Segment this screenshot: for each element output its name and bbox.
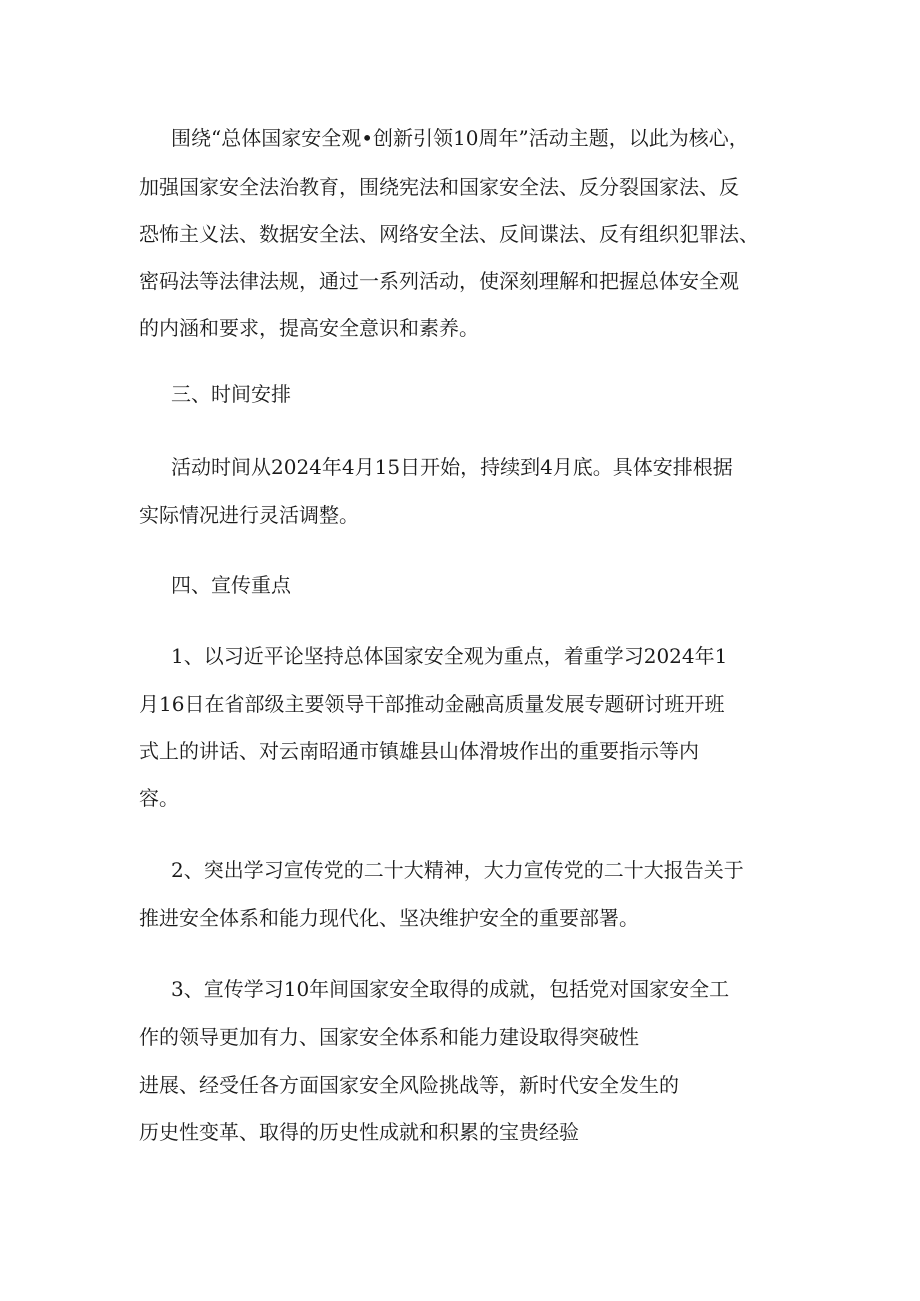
section-heading: 三、时间安排 [171,382,291,406]
text-line: 恐怖主义法、数据安全法、网络安全法、反间谍法、反有组织犯罪法、 [139,222,759,246]
text-line: 作的领导更加有力、国家安全体系和能力建设取得突破性 [139,1025,639,1049]
text-line: 3、宣传学习10年间国家安全取得的成就，包括党对国家安全工 [171,977,730,1001]
text-line: 容。 [139,786,179,810]
text-line: 月16日在省部级主要领导干部推动金融高质量发展专题研讨班开班 [139,692,725,716]
text-line: 式上的讲话、对云南昭通市镇雄县山体滑坡作出的重要指示等内 [139,739,699,763]
text-line: 2、突出学习宣传党的二十大精神，大力宣传党的二十大报告关于 [171,858,744,882]
text-line: 活动时间从2024年4月15日开始，持续到4月底。具体安排根据 [171,455,733,479]
text-line: 加强国家安全法治教育，围绕宪法和国家安全法、反分裂国家法、反 [139,175,739,199]
text-line: 进展、经受任各方面国家安全风险挑战等，新时代安全发生的 [139,1073,679,1097]
text-line: 实际情况进行灵活调整。 [139,503,359,527]
text-line: 的内涵和要求，提高安全意识和素养。 [139,316,479,340]
text-line: 历史性变革、取得的历史性成就和积累的宝贵经验 [139,1120,579,1144]
text-line: 推进安全体系和能力现代化、坚决维护安全的重要部署。 [139,906,639,930]
text-line: 围绕“总体国家安全观•创新引领10周年”活动主题，以此为核心， [171,126,749,150]
text-line: 密码法等法律法规，通过一系列活动，使深刻理解和把握总体安全观 [139,269,739,293]
section-heading: 四、宣传重点 [171,573,291,597]
text-line: 1、以习近平论坚持总体国家安全观为重点，着重学习2024年1 [171,644,728,668]
